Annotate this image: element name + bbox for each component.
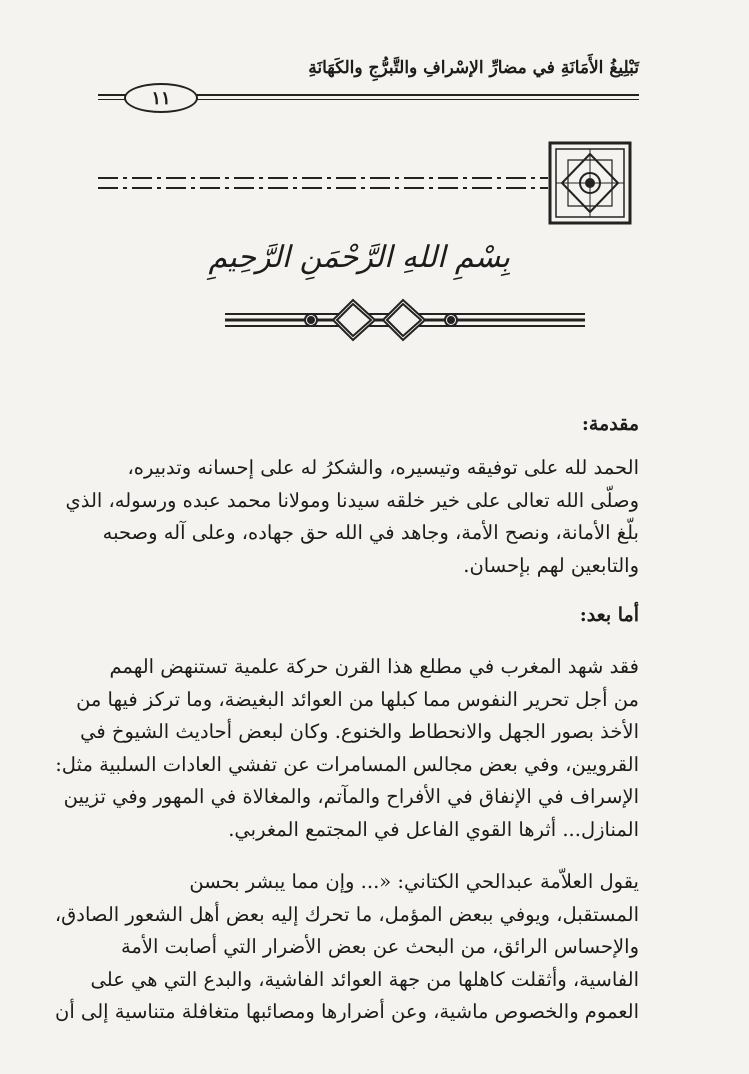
text-line: الإسراف في الإنفاق في الأفراح والمآتم، والمغالاة في المهور وفي تزيين <box>63 785 639 808</box>
text-line: العموم والخصوص ماشية، وعن أضرارها ومصائبها متغافلة متناسية إلى أن <box>55 1000 639 1023</box>
text-line: من أجل تحرير النفوس مما كبلها من العوائد البغيضة، وما تركز فيها من <box>76 687 639 711</box>
text-line: والتابعين لهم بإحسان. <box>463 553 639 577</box>
paragraph-body-2 <box>54 866 639 1029</box>
paragraph-body-1 <box>55 651 639 846</box>
text-line: بلّغ الأمانة، ونصح الأمة، وجاهد في الله حق جهاده، وعلى آله وصحبه <box>102 521 639 544</box>
text-line: وصلّى الله تعالى على خير خلقه سيدنا ومولانا محمد عبده ورسوله، الذي <box>65 488 639 512</box>
text-line: الحمد لله على توفيقه وتيسيره، والشكرُ له على إحسانه وتدبيره، <box>127 456 639 479</box>
basmala-calligraphy: بِسْمِ اللهِ الرَّحْمَنِ الرَّحِيمِ <box>208 240 510 275</box>
text-line: المنازل... أثرها القوي الفاعل في المجتمع المغربي. <box>228 817 639 841</box>
text-line: والإحساس الرائق، من البحث عن بعض الأضرار التي أصابت الأمة <box>120 935 639 958</box>
text-line: فقد شهد المغرب في مطلع هذا القرن حركة علمية تستنهض الهمم <box>109 655 639 678</box>
text-line: القرويين، وفي بعض مجالس المسامرات عن تفشي العادات السلبية مثل: <box>55 752 639 776</box>
paragraph-introduction <box>65 452 639 582</box>
section-heading-after: أما بعد: <box>579 604 639 626</box>
page-number: ١١ <box>124 83 198 113</box>
running-header-title: تَبْلِيغُ الأَمَانَةِ في مضارِّ الإسْرافِ والتَّبرُّجِ والكَهَانَةِ <box>308 58 639 78</box>
text-line: الأخذ بصور الجهل والانحطاط والخنوع. وكان لبعض أحاديث الشيوخ في <box>80 720 639 743</box>
section-heading-introduction: مقدمة: <box>581 413 639 435</box>
diamond-ornament-icon <box>225 298 585 342</box>
text-line: الفاسية، وأثقلت كاهلها من جهة العوائد الفاشية، والبدع التي هي على <box>90 967 639 991</box>
text-line: يقول العلاّمة عبدالحي الكتاني: «... وإن مما يبشر بحسن <box>189 870 639 893</box>
decorative-band-icon <box>98 140 638 230</box>
text-line: المستقبل، ويوفي ببعض المؤمل، ما تحرك إليه بعض أهل الشعور الصادق، <box>54 902 639 926</box>
